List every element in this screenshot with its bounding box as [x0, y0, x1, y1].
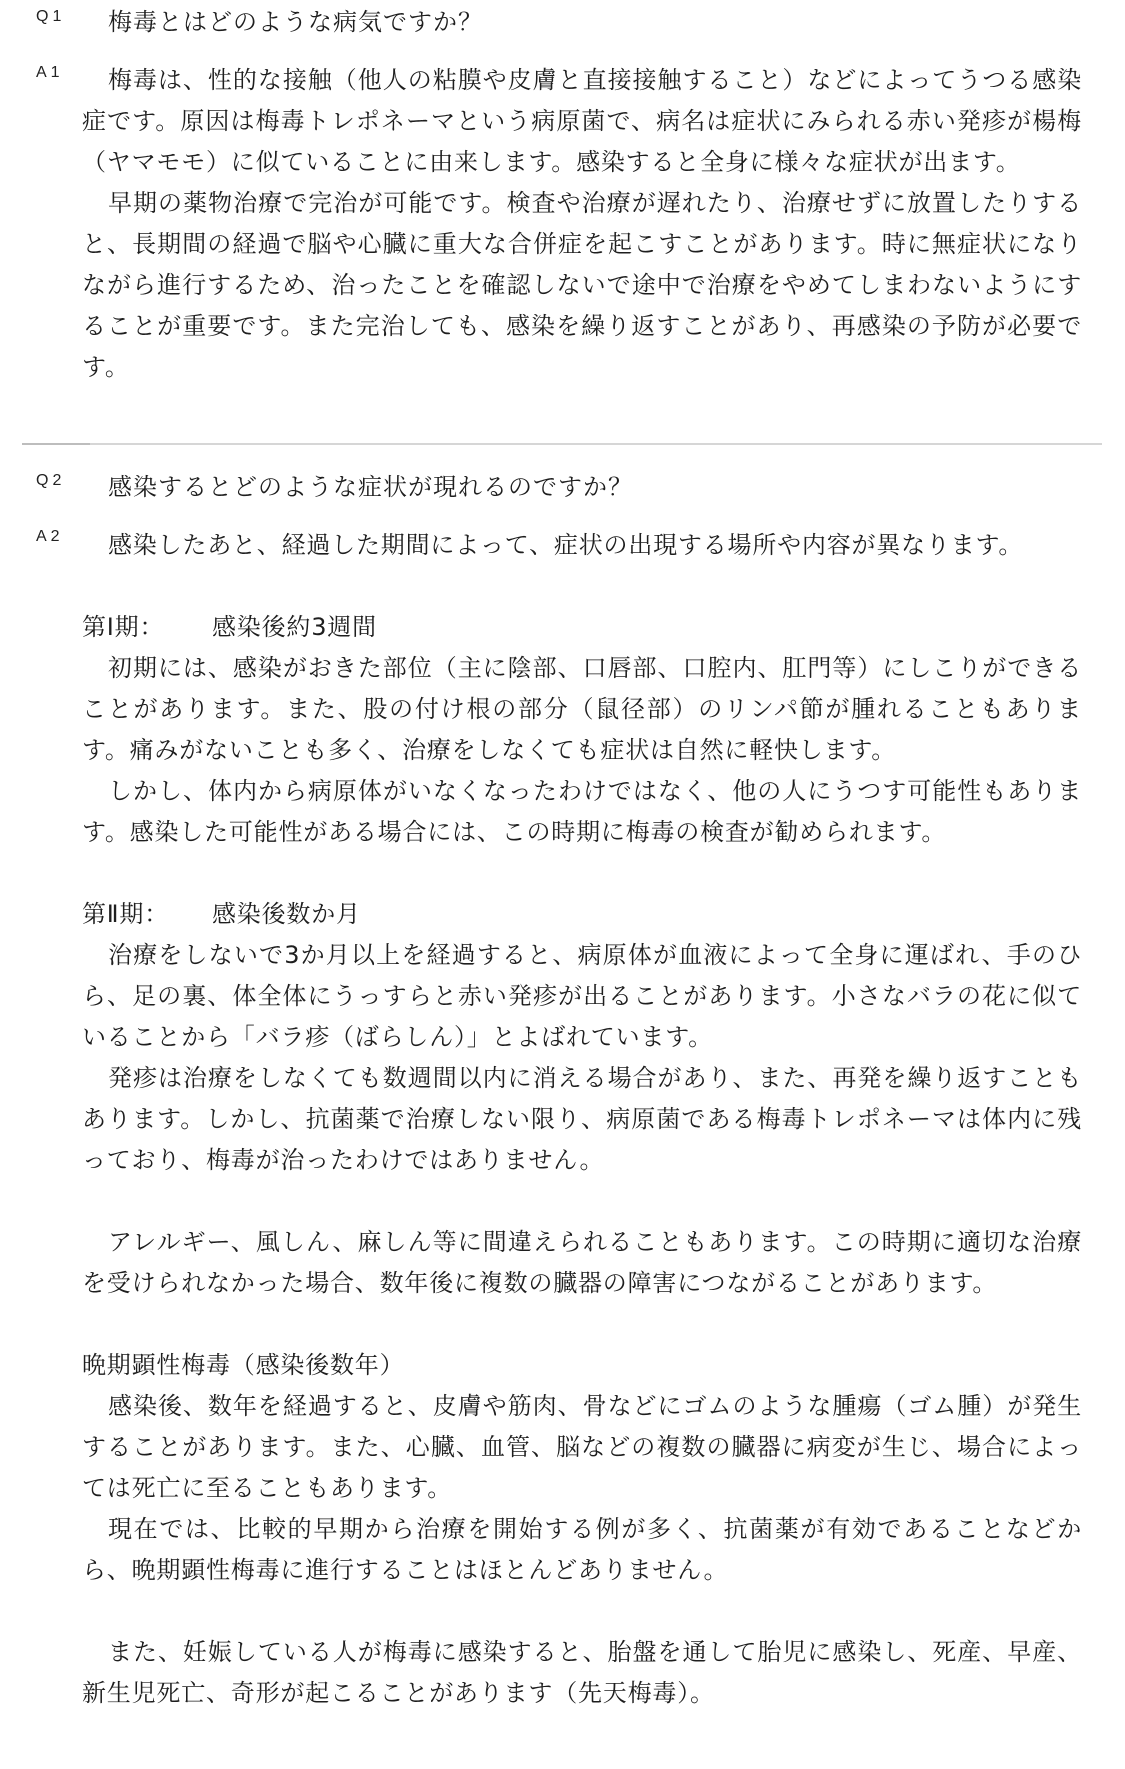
- a2-label: A2: [36, 528, 64, 545]
- q2-question: 感染するとどのような症状が現れるのですか？: [108, 473, 633, 501]
- stage1-name: 第Ⅰ期：: [82, 613, 165, 641]
- stage1-heading: [82, 607, 1082, 648]
- stage2-period: 感染後数か月: [212, 900, 361, 928]
- a1-label: A1: [36, 64, 64, 81]
- q1-question: 梅毒とはどのような病気ですか？: [108, 8, 483, 36]
- late-paragraph: 現在では、比較的早期から治療を開始する例が多く、抗菌薬が有効であることなどから、晩期顕性梅毒に進行することはほとんどありません。: [82, 1515, 1082, 1584]
- section-divider: [22, 443, 1102, 445]
- stage2-heading: [82, 894, 1082, 935]
- stage2-name: 第Ⅱ期：: [82, 900, 170, 928]
- stage1-paragraph: しかし、体内から病原体がいなくなったわけではなく、他の人にうつす可能性もあります。感染した可能性がある場合には、この時期に梅毒の検査が勧められます。: [82, 777, 1082, 846]
- congenital-paragraph: また、妊娠している人が梅毒に感染すると、胎盤を通して胎児に感染し、死産、早産、新生児死亡、奇形が起こることがあります（先天梅毒）。: [82, 1638, 1082, 1707]
- stage2-note: アレルギー、風しん、麻しん等に間違えられることもあります。この時期に適切な治療を受けられなかった場合、数年後に複数の臓器の障害につながることがあります。: [82, 1228, 1082, 1297]
- stage1-paragraph: 初期には、感染がおきた部位（主に陰部、口唇部、口腔内、肛門等）にしこりができることがあります。また、股の付け根の部分（鼠径部）のリンパ節が腫れることもあります。痛みがないことも多く、治療をしなくても症状は自然に軽快します。: [82, 654, 1082, 764]
- a2-answer: [82, 525, 1082, 1714]
- late-heading: 晩期顕性梅毒（感染後数年）: [82, 1351, 405, 1379]
- q2-label: Q2: [36, 472, 66, 489]
- q1-label: Q1: [36, 8, 66, 25]
- a1-answer: [82, 60, 1082, 388]
- a2-intro: 感染したあと、経過した期間によって、症状の出現する場所や内容が異なります。: [108, 531, 1024, 559]
- a1-paragraph: 梅毒は、性的な接触（他人の粘膜や皮膚と直接接触すること）などによってうつる感染症です。原因は梅毒トレポネーマという病原菌で、病名は症状にみられる赤い発疹が楊梅（ヤマモモ）に似ていることに由来します。感染すると全身に様々な症状が出ます。: [82, 66, 1082, 176]
- stage2-paragraph: 治療をしないで3か月以上を経過すると、病原体が血液によって全身に運ばれ、手のひら、足の裏、体全体にうっすらと赤い発疹が出ることがあります。小さなバラの花に似ていることから「バラ疹（ばらしん）」とよばれています。: [82, 941, 1082, 1051]
- a1-paragraph: 早期の薬物治療で完治が可能です。検査や治療が遅れたり、治療せずに放置したりすると、長期間の経過で脳や心臓に重大な合併症を起こすことがあります。時に無症状になりながら進行するため、治ったことを確認しないで途中で治療をやめてしまわないようにすることが重要です。また完治しても、感染を繰り返すことがあり、再感染の予防が必要です。: [82, 189, 1082, 381]
- stage1-period: 感染後約3週間: [212, 613, 377, 641]
- late-paragraph: 感染後、数年を経過すると、皮膚や筋肉、骨などにゴムのような腫瘍（ゴム腫）が発生することがあります。また、心臓、血管、脳などの複数の臓器に病変が生じ、場合によっては死亡に至ることもあります。: [82, 1392, 1082, 1502]
- stage2-paragraph: 発疹は治療をしなくても数週間以内に消える場合があり、また、再発を繰り返すこともあります。しかし、抗菌薬で治療しない限り、病原菌である梅毒トレポネーマは体内に残っており、梅毒が治ったわけではありません。: [82, 1064, 1082, 1174]
